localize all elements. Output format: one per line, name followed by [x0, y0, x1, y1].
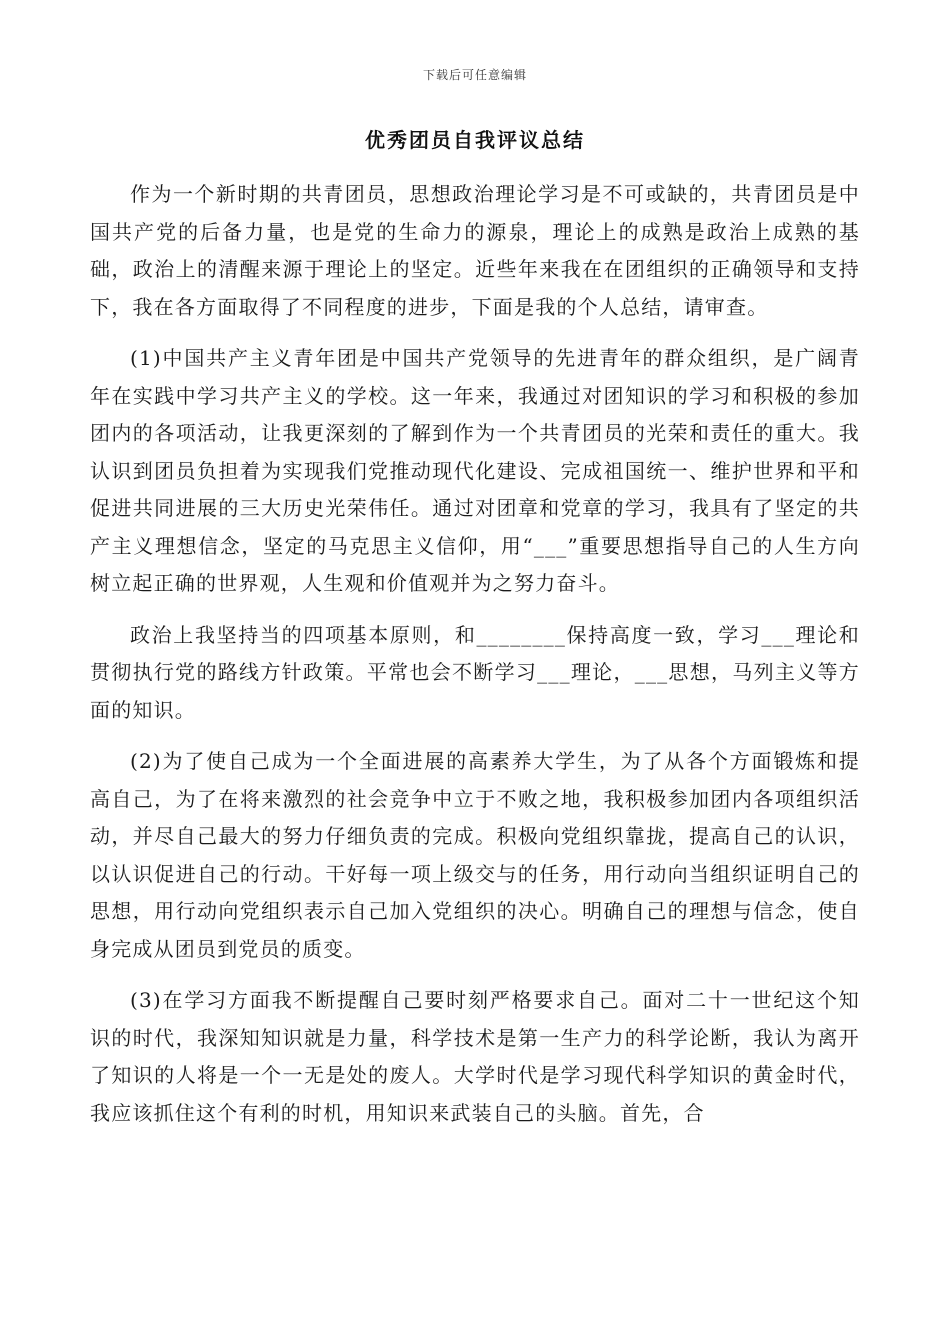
document-title: 优秀团员自我评议总结 — [365, 128, 585, 152]
document-body — [90, 176, 860, 1146]
header-note: 下载后可任意编辑 — [422, 68, 527, 82]
paragraph-section-3: (3)在学习方面我不断提醒自己要时刻严格要求自己。面对二十一世纪这个知识的时代，我深知知识就是力量，科学技术是第一生产力的科学论断，我认为离开了知识的人将是一个一无是处的废人。大学时代是学习现代科学知识的黄金时代，我应该抓住这个有利的时机，用知识来武装自己的头脑。首先，合 — [90, 988, 860, 1125]
paragraph-politics: 政治上我坚持当的四项基本原则，和________保持高度一致，学习___理论和贯彻执行党的路线方针政策。平常也会不断学习___理论，___思想，马列主义等方面的知识。 — [90, 622, 860, 722]
paragraph-intro: 作为一个新时期的共青团员，思想政治理论学习是不可或缺的，共青团员是中国共产党的后备力量，也是党的生命力的源泉，理论上的成熟是政治上成熟的基础，政治上的清醒来源于理论上的坚定。近些年来我在在团组织的正确领导和支持下，我在各方面取得了不同程度的进步，下面是我的个人总结，请审查。 — [90, 182, 860, 319]
paragraph-section-1: (1)中国共产主义青年团是中国共产党领导的先进青年的群众组织，是广阔青年在实践中学习共产主义的学校。这一年来，我通过对团知识的学习和积极的参加团内的各项活动，让我更深刻的了解到作为一个共青团员的光荣和责任的重大。我认识到团员负担着为实现我们党推动现代化建设、完成祖国统一、维护世界和平和促进共同进展的三大历史光荣伟任。通过对团章和党章的学习，我具有了坚定的共产主义理想信念，坚定的马克思主义信仰，用“___”重要思想指导自己的人生方向树立起正确的世界观，人生观和价值观并为之努力奋斗。 — [90, 346, 860, 595]
paragraph-section-2: (2)为了使自己成为一个全面进展的高素养大学生，为了从各个方面锻炼和提高自己，为了在将来激烈的社会竞争中立于不败之地，我积极参加团内各项组织活动，并尽自己最大的努力仔细负责的完成。积极向党组织靠拢，提高自己的认识，以认识促进自己的行动。干好每一项上级交与的任务，用行动向当组织证明自己的思想，用行动向党组织表示自己加入党组织的决心。明确自己的理想与信念，使自身完成从团员到党员的质变。 — [90, 749, 860, 961]
